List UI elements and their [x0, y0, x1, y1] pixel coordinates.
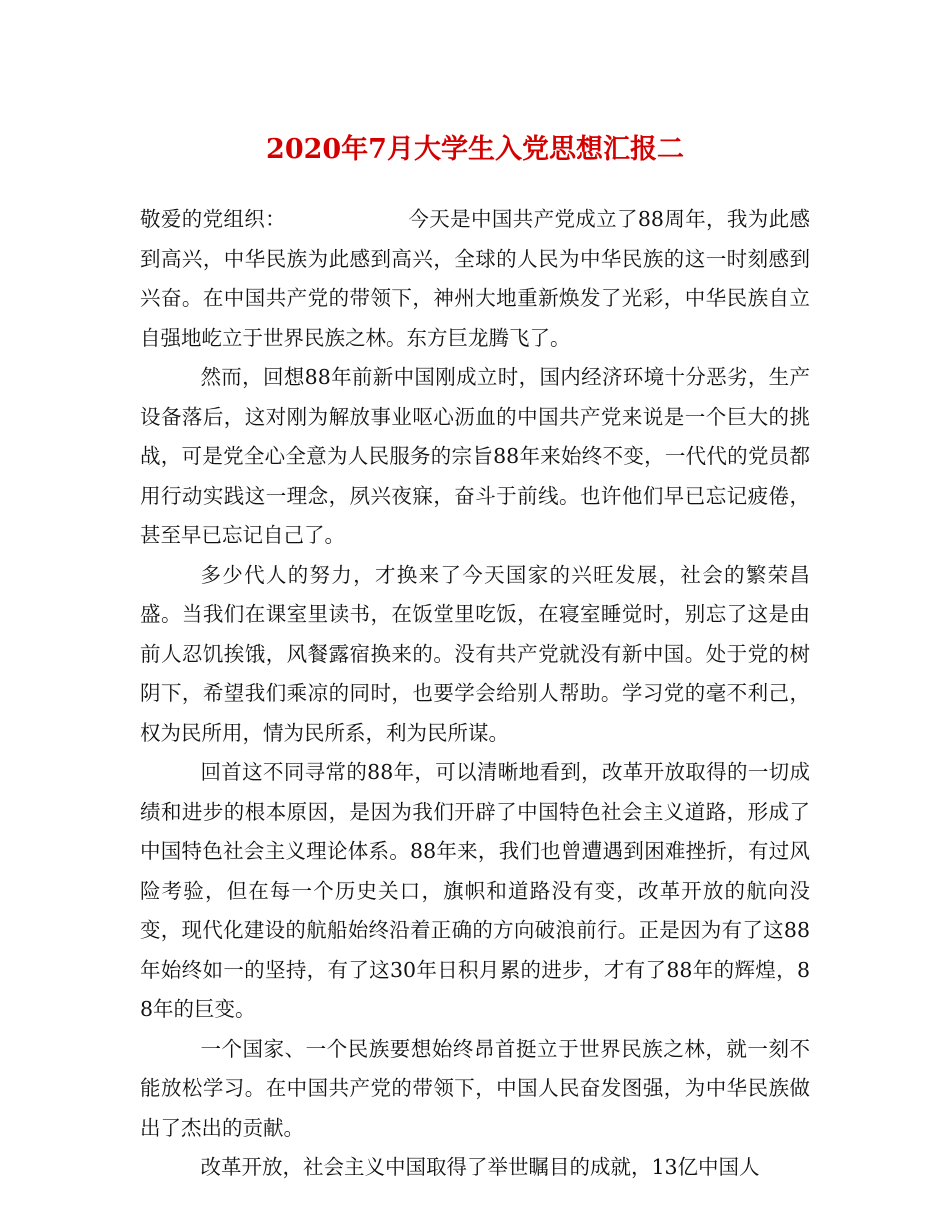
paragraph-4: 回首这不同寻常的88年，可以清晰地看到，改革开放取得的一切成绩和进步的根本原因，是因为我们开辟了中国特色社会主义道路，形成了中国特色社会主义理论体系。88年来，我们也曾遭遇到困难挫折，有过风险考验，但在每一个历史关口，旗帜和道路没有变，改革开放的航向没变，现代化建设的航船始终沿着正确的方向破浪前行。正是因为有了这88年始终如一的坚持，有了这30年日积月累的进步，才有了88年的辉煌，88年的巨变。 [140, 760, 810, 1021]
salutation: 敬爱的党组织： [140, 207, 287, 231]
document-title: 2020年7月大学生入党思想汇报二 [266, 134, 684, 165]
paragraph-3: 多少代人的努力，才换来了今天国家的兴旺发展，社会的繁荣昌盛。当我们在课室里读书，在饭堂里吃饭，在寝室睡觉时，别忘了这是由前人忍饥挨饿，风餐露宿换来的。没有共产党就没有新中国。处于党的树阴下，希望我们乘凉的同时，也要学会给别人帮助。学习党的毫不利己，权为民所用，情为民所系，利为民所谋。 [140, 562, 810, 745]
paragraph-1 [140, 200, 810, 358]
document-body [140, 200, 810, 1188]
paragraph-2: 然而，回想88年前新中国刚成立时，国内经济环境十分恶劣，生产设备落后，这对刚为解放事业呕心沥血的中国共产党来说是一个巨大的挑战，可是党全心全意为人民服务的宗旨88年来始终不变，一代代的党员都用行动实践这一理念，夙兴夜寐，奋斗于前线。也许他们早已忘记疲倦，甚至早已忘记自己了。 [140, 365, 810, 547]
paragraph-5: 一个国家、一个民族要想始终昂首挺立于世界民族之林，就一刻不能放松学习。在中国共产党的带领下，中国人民奋发图强，为中华民族做出了杰出的贡献。 [140, 1036, 810, 1140]
paragraph-1-text: 今天是中国共产党成立了88周年，我为此感到高兴，中华民族为此感到高兴，全球的人民为中华民族的这一时刻感到兴奋。在中国共产党的带领下，神州大地重新焕发了光彩，中华民族自立自强地屹立于世界民族之林。东方巨龙腾飞了。 [140, 207, 811, 350]
paragraph-6: 改革开放，社会主义中国取得了举世瞩目的成就，13亿中国人 [200, 1155, 760, 1179]
